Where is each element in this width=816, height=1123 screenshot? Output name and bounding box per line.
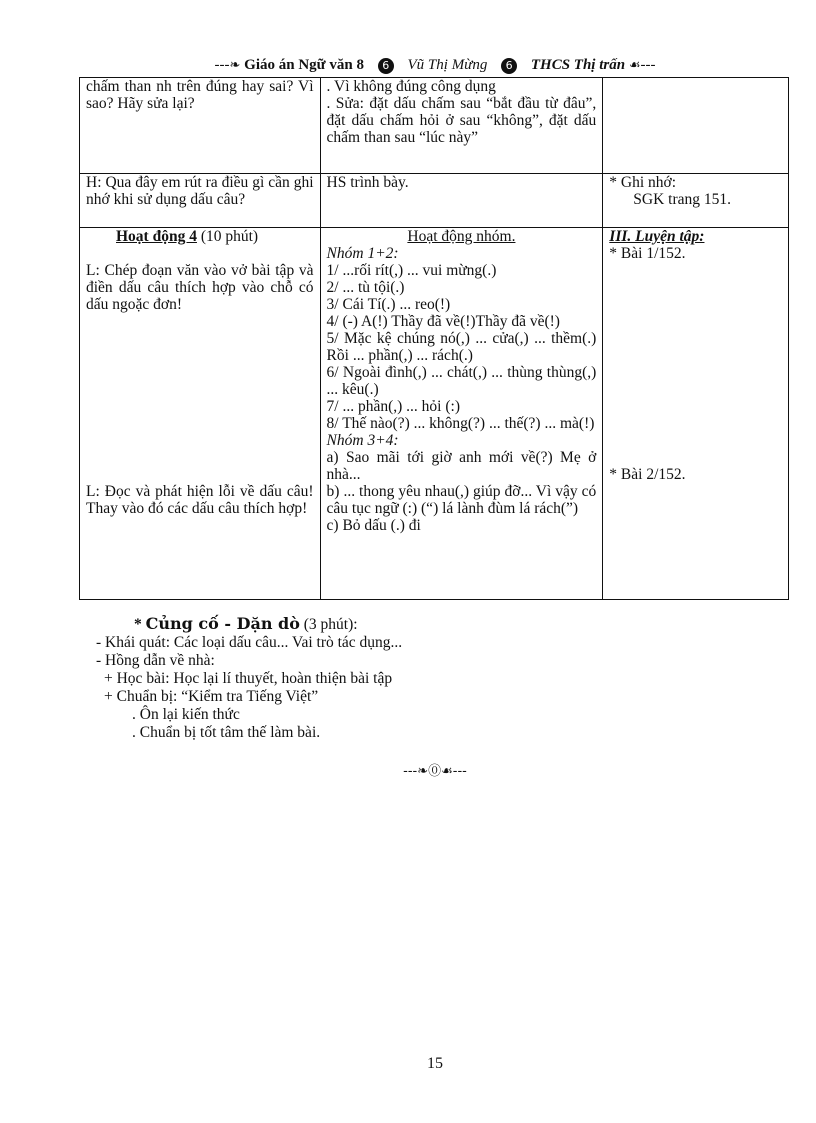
page-number: 15	[427, 1055, 443, 1072]
summary-line: - Hồng dẫn về nhà:	[96, 652, 215, 669]
header-author: Vũ Thị Mừng	[407, 57, 488, 73]
answer-line: 7/ ... phần(,) ... hỏi (:)	[326, 398, 460, 415]
cell-text: H: Qua đây em rút ra điều gì cần ghi nhớ khi sử dụng dấu câu?	[86, 174, 314, 208]
cell-answer-punctuation	[320, 78, 603, 174]
answer-line: 1/ ...rối rít(,) ... vui mừng(.)	[326, 262, 497, 279]
summary-heading	[96, 615, 596, 634]
summary-title: Củng cố - Dặn dò	[145, 614, 300, 633]
header-ornament-right-icon: ☙	[628, 58, 641, 73]
note-reference: SGK trang 151.	[633, 191, 732, 208]
answer-line: . Sửa: đặt dấu chấm sau “bắt đầu từ đâu”, đặt dấu chấm hỏi ở sau “không”, đặt dấu chấm than sau “lúc này”	[326, 95, 597, 146]
cell-text: HS trình bày.	[326, 174, 409, 191]
lesson-table	[79, 77, 789, 600]
header-ornament-left-icon: ❧	[229, 58, 241, 73]
summary-line: . Ôn lại kiến thức	[132, 706, 240, 723]
exercise-ref-2: * Bài 2/152.	[609, 466, 686, 483]
header-dash-left: ---	[214, 57, 230, 73]
header-symbol-2: 6	[501, 58, 517, 74]
cell-question-punctuation	[80, 78, 321, 174]
activity-time: (10 phút)	[196, 228, 259, 245]
answer-line: a) Sao mãi tới giờ anh mới về(?) Mẹ ở nhà...	[326, 449, 597, 483]
practice-title: III. Luyện tập:	[609, 228, 705, 245]
summary-time: (3 phút):	[299, 616, 358, 633]
summary-line: . Chuẩn bị tốt tâm thế làm bài.	[132, 724, 321, 741]
answer-line: 8/ Thế nào(?) ... không(?) ... thế(?) ... mà(!)	[326, 415, 595, 432]
answer-line: 6/ Ngoài đình(,) ... chát(,) ... thùng thùng(,) ... kêu(.)	[326, 364, 597, 398]
header-title: Giáo án Ngữ văn 8	[244, 57, 365, 73]
cell-note	[603, 174, 789, 228]
page-header	[80, 54, 790, 76]
summary-line: - Khái quát: Các loại dấu câu... Vai trò tác dụng...	[96, 634, 403, 651]
header-dash-right: ---	[640, 57, 656, 73]
summary-line: + Chuẩn bị: “Kiểm tra Tiếng Việt”	[104, 688, 319, 705]
answer-line: 2/ ... tù tội(.)	[326, 279, 405, 296]
cell-text: chấm than nh trên đúng hay sai? Vì sao? Hãy sửa lại?	[86, 78, 314, 112]
answer-line: 5/ Mặc kệ chúng nó(,) ... cửa(,) ... thềm(.) Rồi ... phần(,) ... rách(.)	[326, 330, 597, 364]
table-row	[80, 228, 789, 600]
footer-ornament-icon: ---❧⓪☙---	[403, 764, 467, 779]
cell-student-present	[320, 174, 603, 228]
answer-line: 4/ (-) A(!) Thầy đã về(!)Thầy đã về(!)	[326, 313, 560, 330]
table-row	[80, 78, 789, 174]
answer-line: b) ... thong yêu nhau(,) giúp đỡ... Vì vậy có câu tục ngữ (:) (“) lá lành đùm lá rách(”)	[326, 483, 597, 517]
exercise-ref-1: * Bài 1/152.	[609, 245, 686, 262]
star-icon: *	[134, 616, 146, 633]
group-label: Nhóm 3+4:	[326, 432, 399, 449]
cell-empty	[603, 78, 789, 174]
summary-section	[96, 615, 596, 742]
activity-heading	[86, 228, 314, 245]
answer-line: 3/ Cái Tí(.) ... reo(!)	[326, 296, 451, 313]
summary-line: + Học bài: Học lại lí thuyết, hoàn thiện bài tập	[104, 670, 393, 687]
note-label: * Ghi nhớ:	[609, 174, 677, 191]
header-symbol-1: 6	[378, 58, 394, 74]
cell-activity-4	[80, 228, 321, 600]
activity-title: Hoạt động 4	[116, 228, 197, 245]
cell-practice	[603, 228, 789, 600]
exercise-instruction-2: L: Đọc và phát hiện lỗi về dấu câu! Thay vào đó các dấu câu thích hợp!	[86, 483, 314, 517]
group-work-title: Hoạt động nhóm.	[407, 228, 516, 245]
header-school: THCS Thị trấn	[530, 57, 626, 73]
answer-line: c) Bỏ dấu (.) đi	[326, 517, 421, 534]
cell-question-rule	[80, 174, 321, 228]
exercise-instruction-1: L: Chép đoạn văn vào vở bài tập và điền dấu câu thích hợp vào chỗ có dấu ngoặc đơn!	[86, 262, 314, 313]
table-row	[80, 174, 789, 228]
group-label: Nhóm 1+2:	[326, 245, 399, 262]
cell-group-work	[320, 228, 603, 600]
answer-line: . Vì không đúng công dụng	[326, 78, 496, 95]
